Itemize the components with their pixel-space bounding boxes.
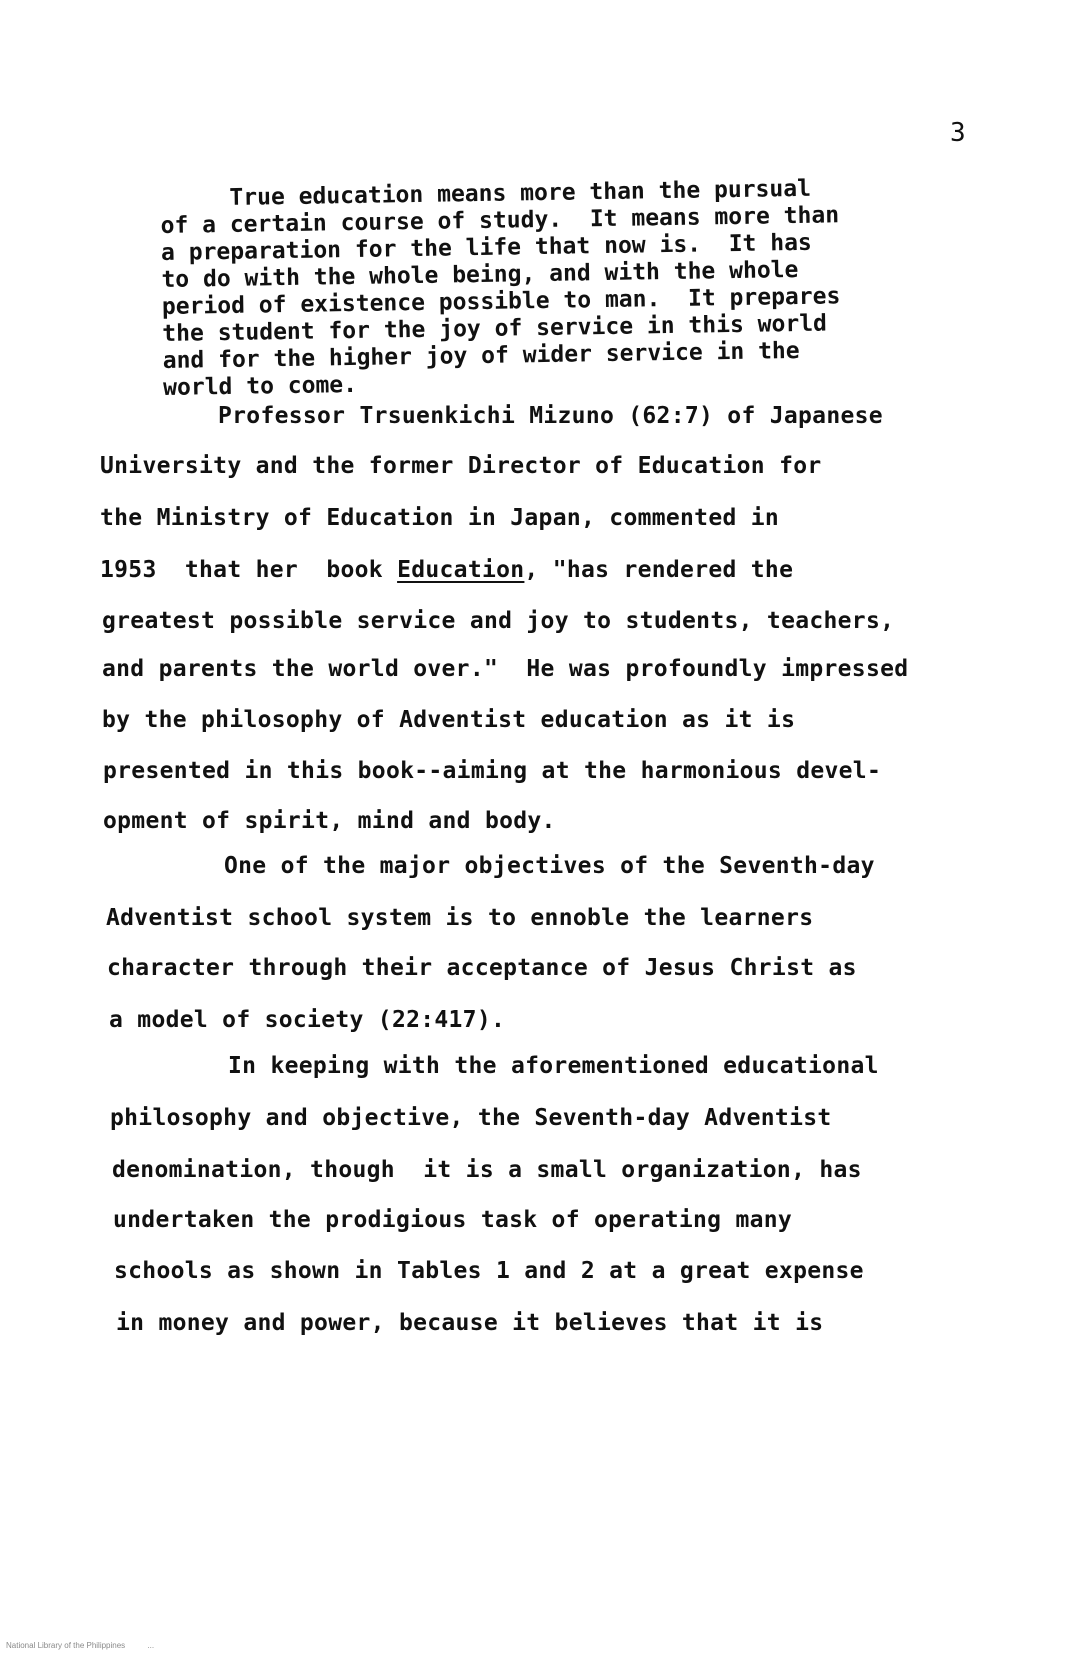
paragraph-text: 1953 that her book bbox=[100, 557, 398, 583]
paragraph-line: denomination, though it is a small organization, has bbox=[112, 1157, 862, 1183]
paragraph-line: opment of spirit, mind and body. bbox=[103, 808, 556, 834]
paragraph-line: a model of society (22:417). bbox=[109, 1007, 506, 1033]
paragraph-line: schools as shown in Tables 1 and 2 at a great expense bbox=[114, 1258, 864, 1284]
footer-watermark: National Library of the Philippines ... bbox=[6, 1641, 155, 1650]
paragraph-text: , "has rendered the bbox=[524, 557, 794, 583]
quote-line: True education means more than the pursual bbox=[160, 175, 812, 212]
paragraph-line: University and the former Director of Education for bbox=[100, 453, 822, 479]
quote-line: and for the higher joy of wider service in the bbox=[162, 337, 800, 374]
paragraph-line: and parents the world over." He was profoundly impressed bbox=[102, 656, 909, 682]
paragraph-line: in money and power, because it believes that it is bbox=[116, 1310, 824, 1336]
book-title: Education bbox=[397, 557, 525, 583]
quote-line: the student for the joy of service in this world bbox=[162, 310, 828, 347]
paragraph-line: undertaken the prodigious task of operating many bbox=[113, 1207, 793, 1233]
paragraph-line: by the philosophy of Adventist education as it is bbox=[102, 707, 796, 733]
quote-line: to do with the whole being, and with the whole bbox=[161, 256, 799, 293]
paragraph-line: One of the major objectives of the Seventh-day bbox=[224, 853, 875, 879]
paragraph-line: Adventist school system is to ennoble the learners bbox=[106, 905, 814, 931]
page-number: 3 bbox=[950, 118, 966, 148]
paragraph-line: Professor Trsuenkichi Mizuno (62:7) of Japanese bbox=[218, 403, 883, 429]
block-quote bbox=[160, 173, 963, 402]
paragraph-line: the Ministry of Education in Japan, commented in bbox=[100, 505, 780, 531]
quote-line: period of existence possible to man. It prepares bbox=[161, 283, 841, 320]
quote-line: a preparation for the life that now is. It has bbox=[160, 229, 813, 266]
paragraph-line: presented in this book--aiming at the harmonious devel- bbox=[103, 758, 882, 784]
paragraph-line: greatest possible service and joy to students, teachers, bbox=[102, 608, 895, 634]
paragraph-line: character through their acceptance of Jesus Christ as bbox=[107, 955, 857, 981]
paragraph-line: philosophy and objective, the Seventh-day Adventist bbox=[110, 1105, 832, 1131]
quote-line: world to come. bbox=[162, 371, 358, 401]
paragraph-line: In keeping with the aforementioned educational bbox=[228, 1053, 879, 1079]
quote-line: of a certain course of study. It means more than bbox=[160, 202, 840, 239]
paragraph-line bbox=[100, 557, 793, 583]
